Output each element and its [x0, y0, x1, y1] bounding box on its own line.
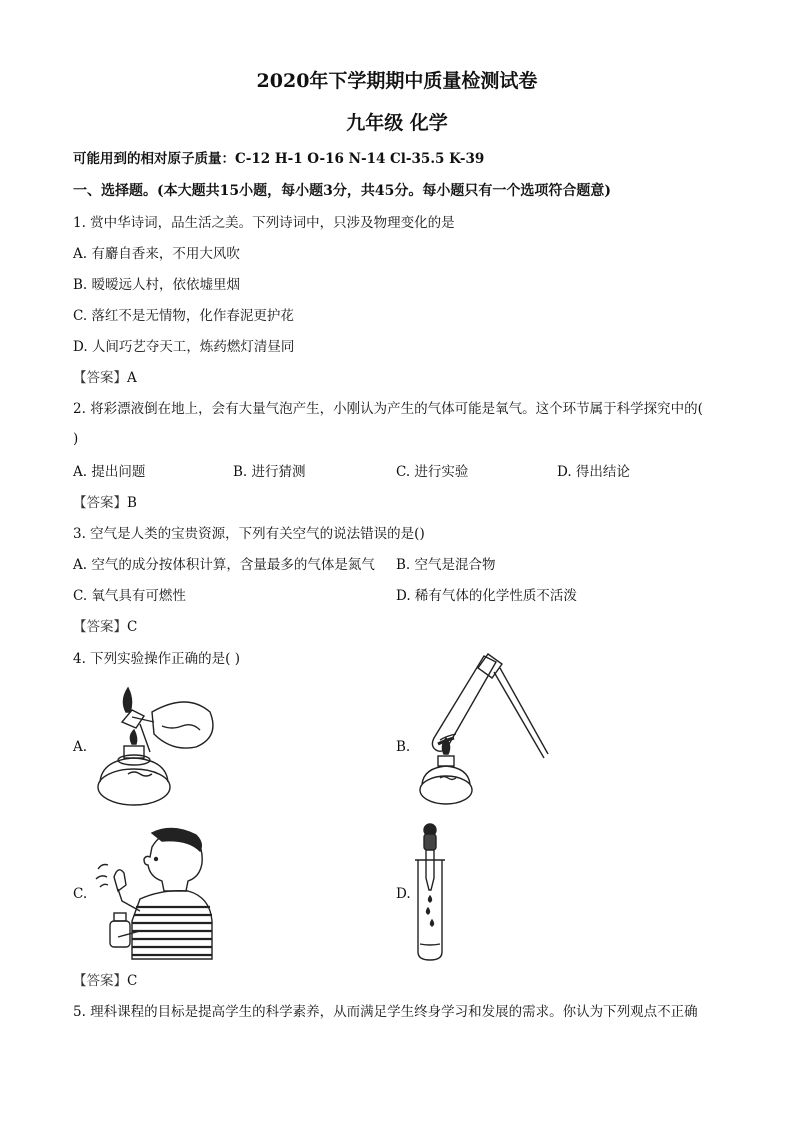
- q4-option-a: A.: [73, 739, 88, 755]
- dropper-in-test-tube-image: [408, 820, 458, 962]
- q2-answer-value: B: [127, 495, 137, 511]
- q1-answer-value: A: [127, 370, 137, 386]
- q3-option-b: B. 空气是混合物: [396, 557, 496, 573]
- q2-option-d: D. 得出结论: [557, 464, 630, 480]
- answer-label: 【答案】: [73, 973, 127, 989]
- q5-stem: 5. 理科课程的目标是提高学生的科学素养，从而满足学生终身学习和发展的需求。你认为下列观点不正确: [73, 1004, 698, 1020]
- q3-stem: 3. 空气是人类的宝贵资源，下列有关空气的说法错误的是(): [73, 526, 425, 542]
- q4-answer-value: C: [127, 973, 138, 989]
- q1-answer: [73, 369, 137, 387]
- q2-stem-cont: ): [73, 431, 79, 447]
- alcohol-lamp-lit-by-another-lamp-image: [92, 682, 222, 817]
- answer-label: 【答案】: [73, 619, 127, 635]
- q3-option-a: A. 空气的成分按体积计算，含量最多的气体是氮气: [73, 557, 375, 573]
- q1-option-a: A. 有麝自香来，不用大风吹: [73, 246, 240, 262]
- q4-option-c: C.: [73, 886, 88, 902]
- q2-option-c: C. 进行实验: [396, 464, 469, 480]
- q4-option-b: B.: [396, 739, 411, 755]
- q4-stem: 4. 下列实验操作正确的是( ): [73, 651, 240, 667]
- answer-label: 【答案】: [73, 370, 127, 386]
- atomic-masses: 可能用到的相对原子质量：C-12 H-1 O-16 N-14 Cl-35.5 K-39: [73, 151, 485, 167]
- q1-option-b: B. 暧暧远人村，依依墟里烟: [73, 277, 241, 293]
- smelling-gas-by-fanning-image: [92, 825, 217, 960]
- q1-option-d: D. 人间巧艺夺天工，炼药燃灯清昼同: [73, 339, 295, 355]
- q2-option-a: A. 提出问题: [73, 464, 146, 480]
- q3-answer: [73, 618, 137, 636]
- exam-title: 2020年下学期期中质量检测试卷: [256, 70, 538, 92]
- answer-label: 【答案】: [73, 495, 127, 511]
- q1-stem: 1. 赏中华诗词，品生活之美。下列诗词中，只涉及物理变化的是: [73, 215, 455, 231]
- section-title: 一、选择题。(本大题共15小题，每小题3分，共45分。每小题只有一个选项符合题意): [73, 183, 611, 199]
- heating-test-tube-over-lamp-image: [412, 650, 552, 812]
- q3-answer-value: C: [127, 619, 138, 635]
- q4-option-d: D.: [396, 886, 411, 902]
- q3-option-c: C. 氧气具有可燃性: [73, 588, 186, 604]
- q2-answer: [73, 494, 137, 512]
- q2-option-b: B. 进行猜测: [233, 464, 306, 480]
- exam-subtitle: 九年级 化学: [346, 112, 448, 134]
- q1-option-c: C. 落红不是无情物，化作春泥更护花: [73, 308, 294, 324]
- q2-stem: 2. 将彩漂液倒在地上，会有大量气泡产生，小刚认为产生的气体可能是氧气。这个环节属于科学探究中的(: [73, 401, 703, 417]
- q3-option-d: D. 稀有气体的化学性质不活泼: [396, 588, 577, 604]
- q4-answer: [73, 972, 137, 990]
